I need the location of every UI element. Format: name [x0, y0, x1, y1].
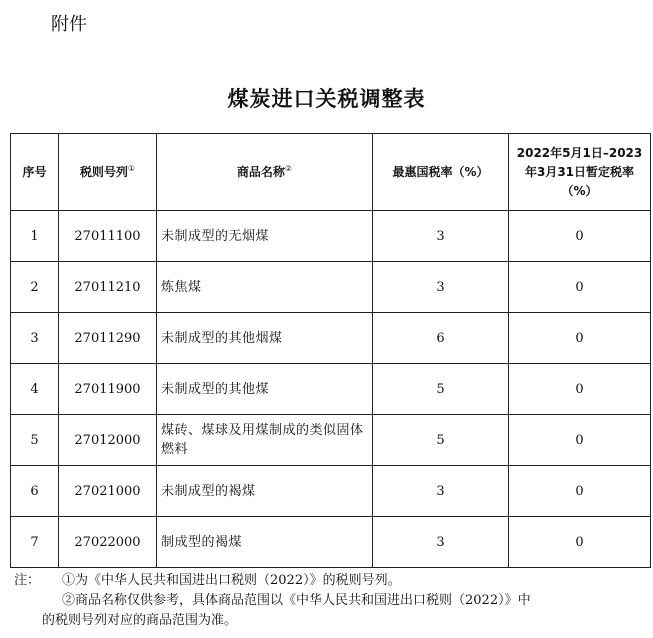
column-header-tariff-code: 税则号列①: [59, 134, 157, 211]
table-row: [11, 466, 651, 517]
product-name: 炼焦煤: [157, 262, 373, 313]
mfn-rate: 5: [373, 364, 509, 415]
column-header-mfn-rate: 最惠国税率（%）: [373, 134, 509, 211]
row-index: 1: [11, 211, 59, 262]
mfn-rate: 3: [373, 211, 509, 262]
tariff-code: 27011900: [59, 364, 157, 415]
note-line-1: [14, 571, 648, 591]
mfn-rate: 3: [373, 517, 509, 568]
column-header-index: 序号: [11, 134, 59, 211]
attachment-label: 附件: [51, 14, 87, 35]
column-header-temporary-rate: [509, 134, 651, 211]
tariff-code: 27011100: [59, 211, 157, 262]
table-row: [11, 364, 651, 415]
temporary-rate: 0: [509, 262, 651, 313]
mfn-rate: 3: [373, 466, 509, 517]
notes-section: [14, 571, 648, 631]
temporary-rate-header-line3: （%）: [561, 183, 598, 198]
mfn-rate: 3: [373, 262, 509, 313]
table-row: [11, 262, 651, 313]
mfn-rate: 5: [373, 415, 509, 466]
row-index: 3: [11, 313, 59, 364]
row-index: 4: [11, 364, 59, 415]
temporary-rate: 0: [509, 466, 651, 517]
table-row: [11, 415, 651, 466]
note-2-continuation: 的税则号列对应的商品范围为准。: [42, 613, 238, 628]
product-name: 未制成型的其他煤: [157, 364, 373, 415]
temporary-rate: 0: [509, 364, 651, 415]
product-name: 煤砖、煤球及用煤制成的类似固体燃料: [157, 415, 373, 466]
row-index: 5: [11, 415, 59, 466]
tariff-code: 27011290: [59, 313, 157, 364]
product-name: 未制成型的其他烟煤: [157, 313, 373, 364]
temporary-rate: 0: [509, 313, 651, 364]
temporary-rate: 0: [509, 211, 651, 262]
footnote-mark-2: ②: [284, 163, 293, 173]
row-index: 7: [11, 517, 59, 568]
footnote-mark-1: ①: [127, 163, 136, 173]
product-name: 未制成型的无烟煤: [157, 211, 373, 262]
note-2: ②商品名称仅供参考，具体商品范围以《中华人民共和国进出口税则（2022）》中: [62, 593, 531, 608]
mfn-rate: 6: [373, 313, 509, 364]
temporary-rate: 0: [509, 415, 651, 466]
table-row: [11, 211, 651, 262]
table-row: [11, 313, 651, 364]
row-index: 6: [11, 466, 59, 517]
tariff-code: 27021000: [59, 466, 157, 517]
note-line-3: [14, 611, 648, 631]
table-header-row: [11, 134, 651, 211]
note-1: ①为《中华人民共和国进出口税则（2022）》的税则号列。: [62, 573, 401, 588]
row-index: 2: [11, 262, 59, 313]
product-name: 未制成型的褐煤: [157, 466, 373, 517]
tariff-code: 27011210: [59, 262, 157, 313]
document-title: 煤炭进口关税调整表: [227, 86, 426, 111]
notes-label: 注：: [14, 573, 41, 588]
note-line-2: [14, 591, 648, 611]
temporary-rate-header-line1: 2022年5月1日–2023: [516, 145, 643, 160]
temporary-rate-header-line2: 年3月31日暂定税率: [524, 164, 635, 179]
coal-tariff-table: [10, 133, 651, 568]
temporary-rate: 0: [509, 517, 651, 568]
column-header-product-name: 商品名称②: [157, 134, 373, 211]
product-name: 制成型的褐煤: [157, 517, 373, 568]
tariff-code: 27022000: [59, 517, 157, 568]
tariff-code: 27012000: [59, 415, 157, 466]
table-row: [11, 517, 651, 568]
